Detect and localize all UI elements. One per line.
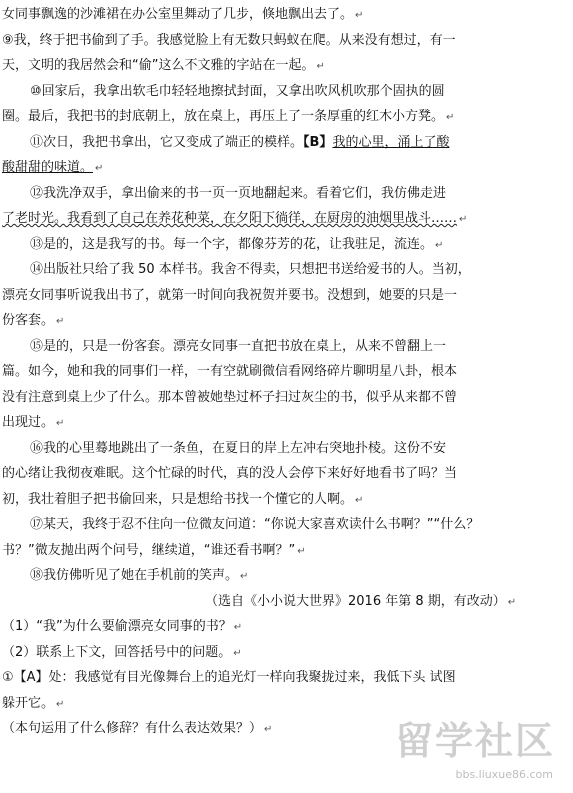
watermark-logo: 留学社区 [394, 719, 555, 763]
text-line [2, 542, 306, 561]
line-text: 天，文明的我居然会和“偷”这么不文雅的字站在一起。 [2, 58, 315, 73]
text-line [2, 108, 454, 127]
paragraph-mark-icon: ↵ [95, 163, 104, 174]
paragraph-mark-icon: ↵ [446, 112, 455, 123]
paragraph-mark-icon: ↵ [355, 10, 364, 21]
line-text: ⑫我洗净双手，拿出偷来的书一页一页地翻起来。看着它们，我仿佛走进 [30, 186, 447, 201]
text-line [30, 516, 479, 534]
line-text: ⑨我，终于把书偷到了手。我感觉脸上有无数只蚂蚁在爬。从来没有想过，有一 [2, 33, 456, 48]
text-line [2, 210, 467, 229]
text-line [2, 414, 64, 433]
paragraph-mark-icon: ↵ [264, 724, 273, 735]
line-text: 漂亮女同事听说我出书了，就第一时间向我祝贺并要书。没想到，她要的只是一 [2, 288, 458, 303]
line-text: （本句运用了什么修辞？有什么表达效果？） [2, 721, 263, 736]
paragraph-mark-icon: ↵ [233, 622, 243, 633]
line-text: （选自《小小说大世界》2016 年第 8 期，有改动） [205, 594, 506, 609]
line-text: ⑰某天，我终于忍不住向一位微友问道：“你说大家喜欢读什么书啊？”“什么？ [30, 517, 480, 532]
text-line [2, 57, 325, 76]
text-line [30, 261, 471, 279]
question-2 [2, 644, 242, 663]
source-citation [205, 593, 516, 612]
line-text: 书？”微友抛出两个问号，继续道，“谁还看书啊？” [2, 543, 296, 558]
paragraph-mark-icon: ↵ [56, 418, 65, 429]
line-text: 圈。最后，我把书的封底朝上，放在桌上，再压上了一条厚重的红木小方凳。 [2, 109, 445, 124]
text-line [2, 465, 457, 483]
paragraph-mark-icon: ↵ [507, 597, 517, 608]
text-line [2, 287, 457, 305]
question-2-item-a [2, 669, 456, 687]
text-line [30, 83, 445, 101]
line-text: 躲开它。 [2, 696, 55, 711]
line-text: ⑪次日，我把书拿出，它又变成了端正的模样。 [30, 135, 304, 150]
line-text: （2）联系上下文，回答括号中的问题。 [2, 645, 232, 660]
underlined-sentence: 我的心里，涌上了酸 [332, 135, 450, 150]
line-text: 份客套。 [2, 313, 55, 328]
line-text: 出现过。 [2, 415, 55, 430]
watermark-url: bbs.liuxue86.com [455, 768, 553, 781]
line-text: ⑩回家后，我拿出软毛巾轻轻地擦拭封面，又拿出吹风机吹那个固执的圆 [30, 84, 445, 99]
text-line [2, 695, 64, 714]
line-text: ⑱我仿佛听见了她在手机前的笑声。 [30, 568, 239, 583]
text-line [2, 389, 457, 407]
line-text: 初，我壮着胆子把书偷回来，只是想给书找一个懂它的人啊。 [2, 492, 354, 507]
paragraph-mark-icon: ↵ [355, 495, 364, 506]
text-line [2, 6, 363, 25]
line-text: ①【A】处：我感觉有目光像舞台上的追光灯一样向我聚拢过来，我低下头 试图 [2, 670, 456, 685]
line-text: ⑬是的，这是我写的书。每一个字，都像芬芳的花，让我驻足，流连。 [30, 237, 434, 252]
text-line [2, 312, 64, 331]
paragraph-mark-icon: ↵ [56, 699, 65, 710]
text-line [30, 567, 248, 586]
paragraph-mark-icon: ↵ [435, 240, 444, 251]
text-line [30, 338, 446, 356]
underlined-sentence: 酸甜甜的味道。 [2, 160, 94, 175]
paragraph-mark-icon: ↵ [316, 61, 325, 72]
line-text: 篇。如今，她和我的同事们一样，一有空就刷微信看网络碎片聊明星八卦，根本 [2, 364, 458, 379]
line-text: ⑮是的，只是一份客套。漂亮女同事一直把书放在桌上，从来不曾翻上一 [30, 339, 447, 354]
question-2-prompt [2, 720, 272, 739]
line-text: 女同事飘逸的沙滩裙在办公室里舞动了几步，倏地飘出去了。 [2, 7, 354, 22]
marker-b-label: 【B】 [303, 135, 333, 150]
text-line [2, 491, 363, 510]
line-text: 了老时光。我看到了自己在养花种菜，在夕阳下徜徉，在厨房的油烟里战斗…… [2, 211, 458, 226]
paragraph-mark-icon: ↵ [56, 316, 65, 327]
paragraph-mark-icon: ↵ [459, 214, 468, 225]
question-1 [2, 618, 242, 637]
text-line [30, 134, 449, 152]
text-line [2, 32, 456, 50]
text-line [30, 185, 446, 203]
line-text: ⑯我的心里蓦地跳出了一条鱼，在夏日的岸上左冲右突地扑棱。这份不安 [30, 441, 447, 456]
paragraph-mark-icon: ↵ [297, 546, 306, 557]
text-line [2, 159, 103, 178]
site-watermark [391, 719, 561, 783]
text-line [30, 236, 443, 255]
line-text: 没有注意到桌上少了什么。那本曾被她垫过杯子扫过灰尘的书，似乎从来都不曾 [2, 390, 458, 405]
text-line [2, 363, 457, 381]
paragraph-mark-icon: ↵ [233, 648, 242, 659]
paragraph-mark-icon: ↵ [240, 571, 249, 582]
text-line [30, 440, 446, 458]
line-text: ⑭出版社只给了我 50 本样书。我舍不得卖，只想把书送给爱书的人。当初， [30, 262, 471, 277]
line-text: （1）“我”为什么要偷漂亮女同事的书？ [2, 619, 232, 634]
line-text: 的心绪让我彻夜难眠。这个忙碌的时代，真的没人会停下来好好地看书了吗？当 [2, 466, 458, 481]
